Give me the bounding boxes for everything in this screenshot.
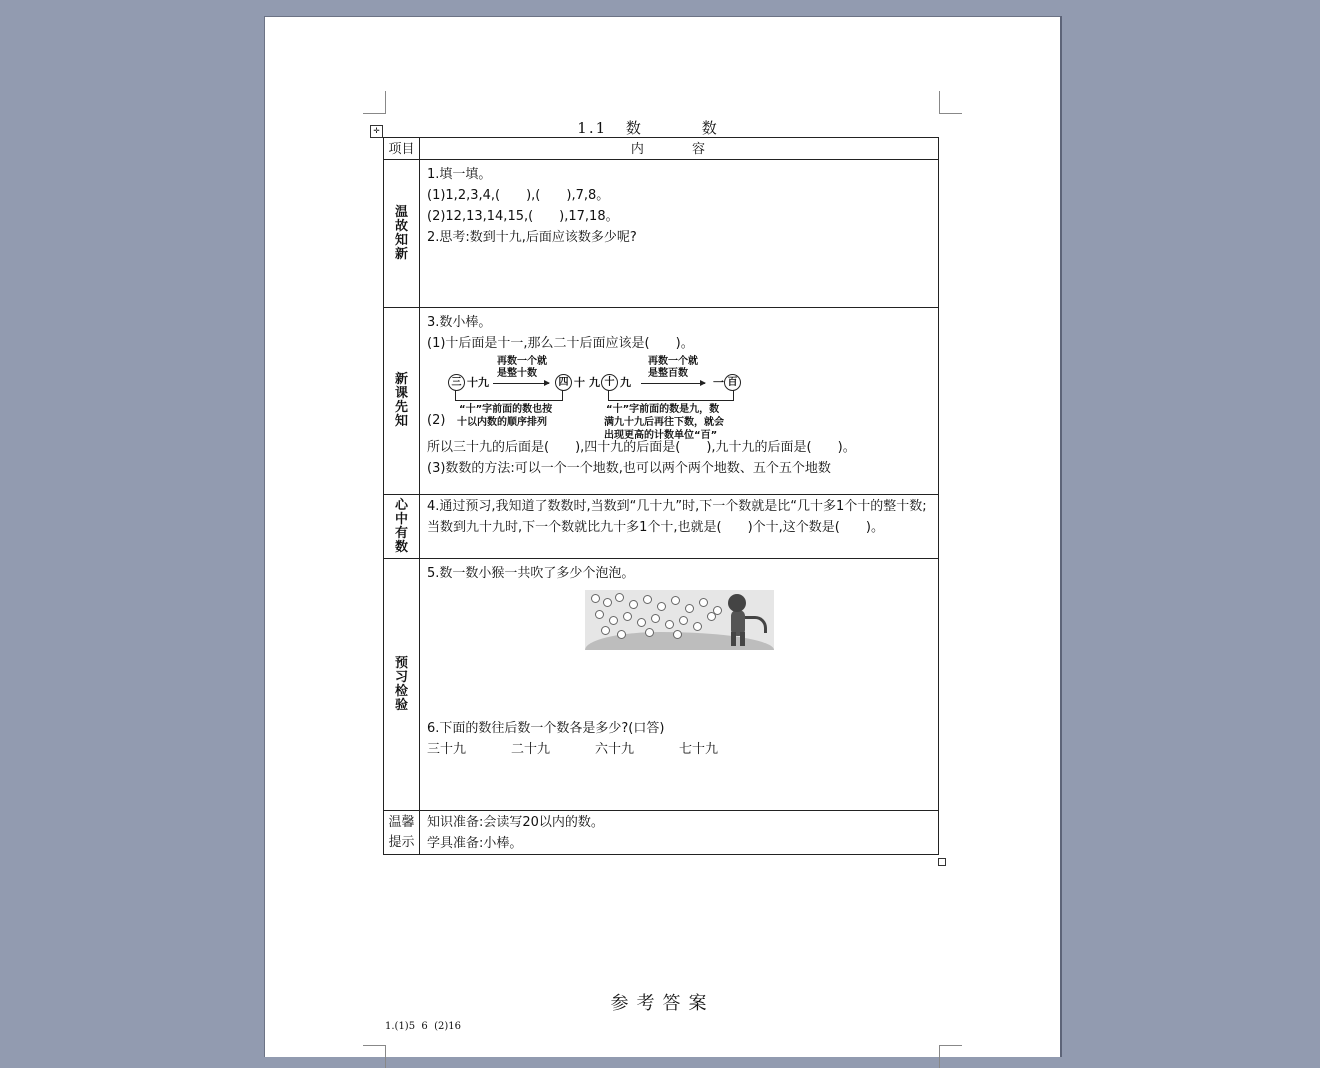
bracket-line bbox=[608, 390, 734, 401]
crop-mark-bottom-right bbox=[939, 1045, 962, 1068]
diagram-text: 出现更高的计数单位“百” bbox=[604, 430, 718, 441]
row-label: 新课先知 bbox=[394, 372, 408, 429]
bracket-line bbox=[455, 390, 563, 401]
table-header-row bbox=[384, 138, 939, 160]
text-line: (2) bbox=[427, 413, 446, 428]
table-row bbox=[384, 811, 939, 855]
document-page bbox=[264, 16, 1060, 1057]
text-line: 学具准备:小棒。 bbox=[427, 836, 523, 851]
lesson-table bbox=[383, 137, 939, 855]
header-item: 项目 bbox=[384, 138, 420, 160]
text-line: (1)十后面是十一,那么二十后面应该是( )。 bbox=[427, 336, 694, 351]
table-row bbox=[384, 160, 939, 308]
diagram-text: 是整十数 bbox=[497, 368, 537, 379]
table-move-handle-icon[interactable]: ✛ bbox=[370, 125, 383, 138]
row-label: 预习检验 bbox=[394, 655, 408, 713]
diagram-text: 九 bbox=[589, 376, 600, 389]
number-list bbox=[427, 739, 932, 760]
diagram-circle: 百 bbox=[724, 374, 741, 391]
title-text: 数 数 bbox=[625, 119, 745, 137]
page-title bbox=[383, 117, 939, 138]
table-row bbox=[384, 308, 939, 495]
monkey-figure bbox=[728, 594, 746, 612]
text-line: 1.填一填。 bbox=[427, 167, 492, 182]
row-label: 温馨提示 bbox=[388, 814, 415, 850]
diagram-text: 十以内数的顺序排列 bbox=[457, 417, 547, 428]
diagram-circle: 四 bbox=[555, 374, 572, 391]
number-item: 二十九 bbox=[511, 742, 551, 757]
diagram-text: 再数一个就 bbox=[648, 356, 698, 367]
header-content: 内 容 bbox=[420, 138, 939, 160]
text-line: 5.数一数小猴一共吹了多少个泡泡。 bbox=[427, 566, 635, 581]
arrow-icon bbox=[493, 383, 549, 384]
arrow-icon bbox=[641, 383, 705, 384]
table-row bbox=[384, 559, 939, 811]
diagram-text: 再数一个就 bbox=[497, 356, 547, 367]
crop-mark-bottom-left bbox=[363, 1045, 386, 1068]
row-label: 心中有数 bbox=[394, 497, 408, 555]
number-item: 七十九 bbox=[679, 742, 719, 757]
answers-title: 参考答案 bbox=[610, 993, 715, 1014]
diagram-text: 满九十九后再往下数，就会 bbox=[604, 417, 724, 428]
diagram-text: 一 bbox=[713, 376, 724, 389]
text-line: 所以三十九的后面是( ),四十九的后面是( ),九十九的后面是( )。 bbox=[427, 440, 856, 455]
text-line: 知识准备:会读写20以内的数。 bbox=[427, 815, 604, 830]
title-number: 1.1 bbox=[577, 119, 608, 137]
row-label: 温故知新 bbox=[394, 204, 408, 262]
number-item: 六十九 bbox=[595, 742, 635, 757]
text-line: 3.数小棒。 bbox=[427, 315, 492, 330]
crop-mark-top-left bbox=[363, 91, 386, 114]
text-line: (2)12,13,14,15,( ),17,18。 bbox=[427, 209, 619, 224]
monkey-bubbles-image bbox=[585, 590, 774, 650]
diagram-text: 十九 bbox=[467, 376, 489, 389]
table-resize-handle[interactable] bbox=[938, 858, 946, 866]
diagram-text: 十 bbox=[574, 376, 585, 389]
crop-mark-top-right bbox=[939, 91, 962, 114]
diagram-circle: 十 bbox=[601, 374, 618, 391]
text-line: (3)数数的方法:可以一个一个地数,也可以两个两个地数、五个五个地数 bbox=[427, 461, 831, 476]
number-item: 三十九 bbox=[427, 742, 467, 757]
table-row bbox=[384, 495, 939, 559]
text-line: 2.思考:数到十九,后面应该数多少呢? bbox=[427, 230, 637, 245]
counting-diagram bbox=[441, 356, 761, 441]
text-line: 6.下面的数往后数一个数各是多少?(口答) bbox=[427, 721, 665, 736]
diagram-text: 九 bbox=[620, 376, 631, 389]
text-paragraph: 4.通过预习,我知道了数数时,当数到“几十九”时,下一个数就是比“几十多1个十的整十数;当数到九十九时,下一个数就比九十多1个十,也就是( )个十,这个数是( )。 bbox=[427, 499, 927, 535]
diagram-text: “十”字前面的数是九，数 bbox=[606, 404, 720, 415]
diagram-text: “十”字前面的数也按 bbox=[459, 404, 553, 415]
diagram-circle: 三 bbox=[448, 374, 465, 391]
diagram-text: 是整百数 bbox=[648, 368, 688, 379]
text-line: (1)1,2,3,4,( ),( ),7,8。 bbox=[427, 188, 610, 203]
answer-line: 1.(1)5 6 (2)16 bbox=[385, 1021, 462, 1032]
